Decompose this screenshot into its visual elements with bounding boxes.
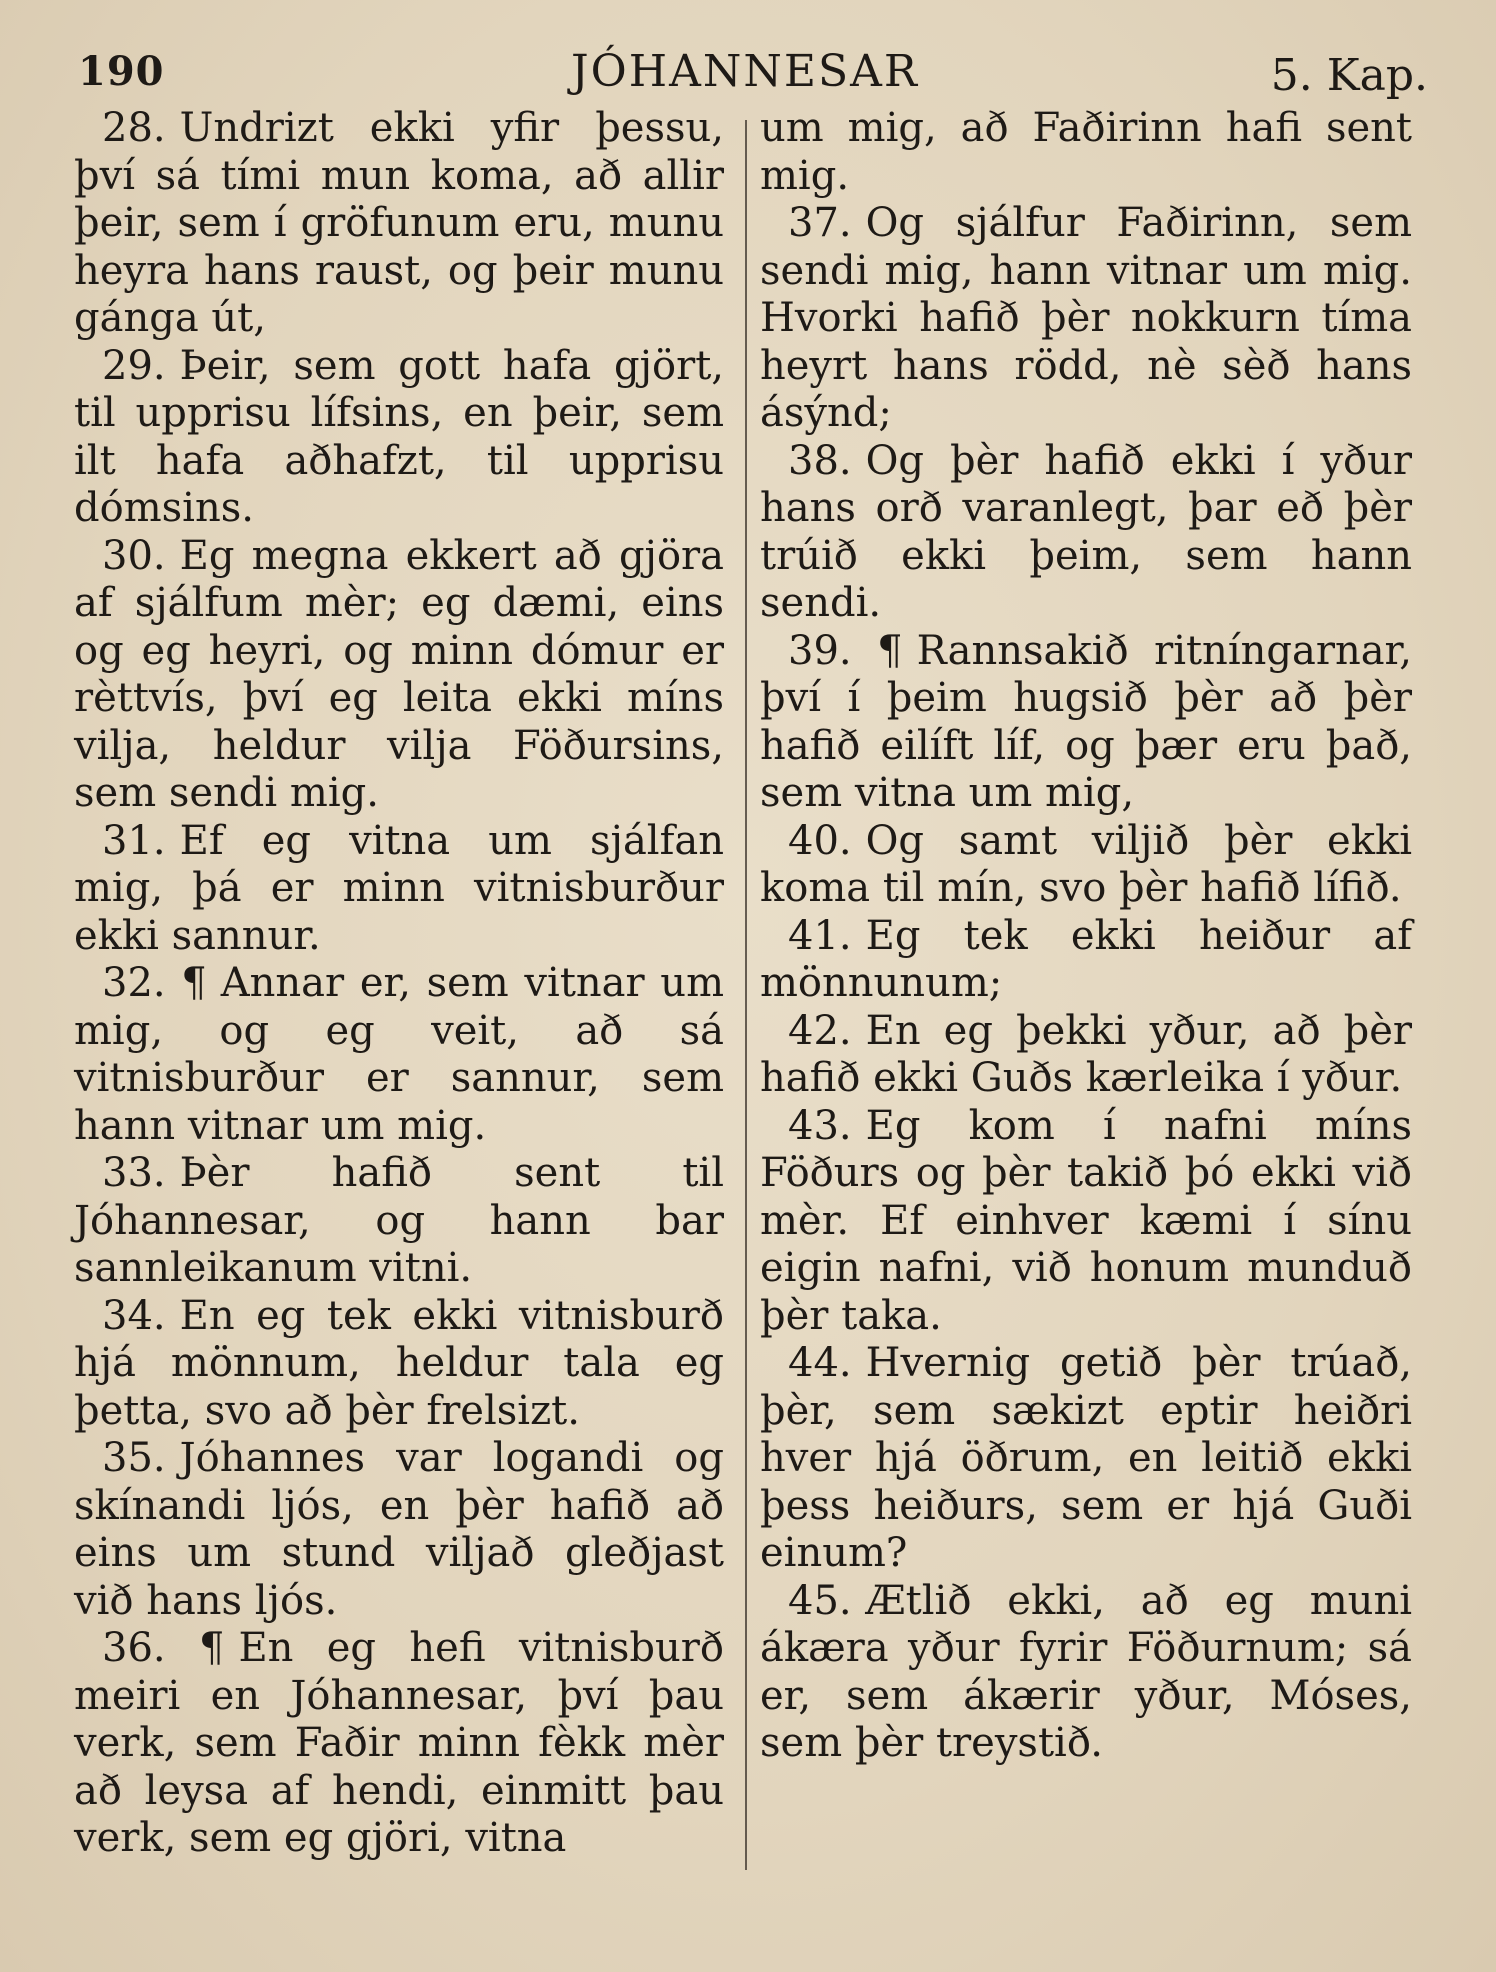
verse-text: Eg kom í nafni míns Föðurs og þèr takið þó ekki við mèr. Ef einhver kæmi í sínu eigin nafni, við honum munduð þèr taka. [760, 1102, 1412, 1339]
verse-text: Jóhannes var logandi og skínandi ljós, en þèr hafið að eins um stund viljað gleðjast við hans ljós. [74, 1435, 724, 1624]
verse-number: 28. [102, 105, 166, 151]
running-header [70, 40, 1428, 110]
verse-number: 45. [788, 1577, 852, 1624]
verse-number: 42. [788, 1007, 852, 1054]
verse-text: Ef eg vitna um sjálfan mig, þá er minn vitnisburður ekki sannur. [74, 817, 724, 959]
verse-number: 36. ¶ [102, 1625, 225, 1671]
verse-36-continuation: um mig, að Faðirinn hafi sent mig. [760, 105, 1412, 199]
page-number: 190 [78, 48, 165, 95]
verse-text: Þeir, sem gott hafa gjört, til upprisu lífsins, en þeir, sem ilt hafa aðhafzt, til upprisu dómsins. [74, 342, 724, 531]
verse-40 [760, 818, 1412, 913]
verse-number: 38. [788, 437, 852, 484]
verse-text: Og sjálfur Faðirinn, sem sendi mig, hann vitnar um mig. Hvorki hafið þèr nokkurn tíma heyrt hans rödd, nè sèð hans ásýnd; [760, 200, 1412, 436]
verse-33 [74, 1150, 724, 1293]
verse-30 [74, 533, 724, 818]
verse-text: Annar er, sem vitnar um mig, og eg veit, að sá vitnisburður er sannur, sem hann vitnar um mig. [74, 960, 724, 1149]
right-column [760, 105, 1412, 1768]
verse-31 [74, 818, 724, 961]
verse-number: 29. [102, 342, 166, 389]
chapter-reference: 5. Kap. [1270, 50, 1428, 101]
verse-37 [760, 200, 1412, 438]
verse-text: Og samt viljið þèr ekki koma til mín, svo þèr hafið lífið. [760, 817, 1412, 911]
running-title: JÓHANNESAR [570, 46, 920, 97]
left-column [74, 105, 724, 1863]
verse-text: En eg tek ekki vitnisburð hjá mönnum, heldur tala eg þetta, svo að þèr frelsizt. [74, 1292, 724, 1434]
column-divider [745, 120, 747, 1870]
verse-38 [760, 438, 1412, 628]
verse-35 [74, 1435, 724, 1625]
verse-36 [74, 1625, 724, 1863]
verse-number: 31. [102, 817, 166, 864]
verse-number: 41. [788, 912, 852, 959]
verse-text: En eg þekki yður, að þèr hafið ekki Guðs kærleika í yður. [760, 1007, 1412, 1101]
verse-text: Ætlið ekki, að eg muni ákæra yður fyrir Föðurnum; sá er, sem ákærir yður, Móses, sem þèr treystið. [760, 1577, 1412, 1766]
verse-44 [760, 1340, 1412, 1578]
verse-number: 35. [102, 1435, 166, 1481]
verse-text: Undrizt ekki yfir þessu, því sá tími mun koma, að allir þeir, sem í gröfunum eru, munu heyra hans raust, og þeir munu gánga út, [74, 105, 724, 341]
verse-28 [74, 105, 724, 343]
verse-34 [74, 1293, 724, 1436]
verse-45 [760, 1578, 1412, 1768]
verse-number: 37. [788, 200, 852, 246]
verse-text: En eg hefi vitnisburð meiri en Jóhannesar, því þau verk, sem Faðir minn fèkk mèr að leysa af hendi, einmitt þau verk, sem eg gjöri, vitna [74, 1625, 724, 1861]
verse-text: Og þèr hafið ekki í yður hans orð varanlegt, þar eð þèr trúið ekki þeim, sem hann sendi. [760, 437, 1412, 626]
verse-text: Þèr hafið sent til Jóhannesar, og hann bar sannleikanum vitni. [74, 1150, 724, 1291]
verse-number: 34. [102, 1292, 166, 1339]
verse-42 [760, 1008, 1412, 1103]
verse-text: Hvernig getið þèr trúað, þèr, sem sækizt eptir heiðri hver hjá öðrum, en leitið ekki þess heiðurs, sem er hjá Guði einum? [760, 1340, 1412, 1576]
verse-39 [760, 628, 1412, 818]
verse-41 [760, 913, 1412, 1008]
verse-43 [760, 1103, 1412, 1341]
verse-text: Rannsakið ritníngarnar, því í þeim hugsið þèr að þèr hafið eilíft líf, og þær eru það, sem vitna um mig, [760, 627, 1412, 816]
verse-text: Eg tek ekki heiður af mönnunum; [760, 912, 1412, 1006]
verse-number: 33. [102, 1150, 166, 1196]
verse-number: 39. ¶ [788, 627, 903, 674]
verse-number: 40. [788, 817, 852, 864]
verse-number: 44. [788, 1340, 852, 1386]
verse-number: 43. [788, 1102, 852, 1149]
verse-32 [74, 960, 724, 1150]
verse-number: 30. [102, 532, 166, 579]
verse-number: 32. ¶ [102, 960, 207, 1006]
verse-text: Eg megna ekkert að gjöra af sjálfum mèr; eg dæmi, eins og eg heyri, og minn dómur er rèttvís, því eg leita ekki míns vilja, heldur vilja Föðursins, sem sendi mig. [74, 532, 724, 816]
verse-29 [74, 343, 724, 533]
